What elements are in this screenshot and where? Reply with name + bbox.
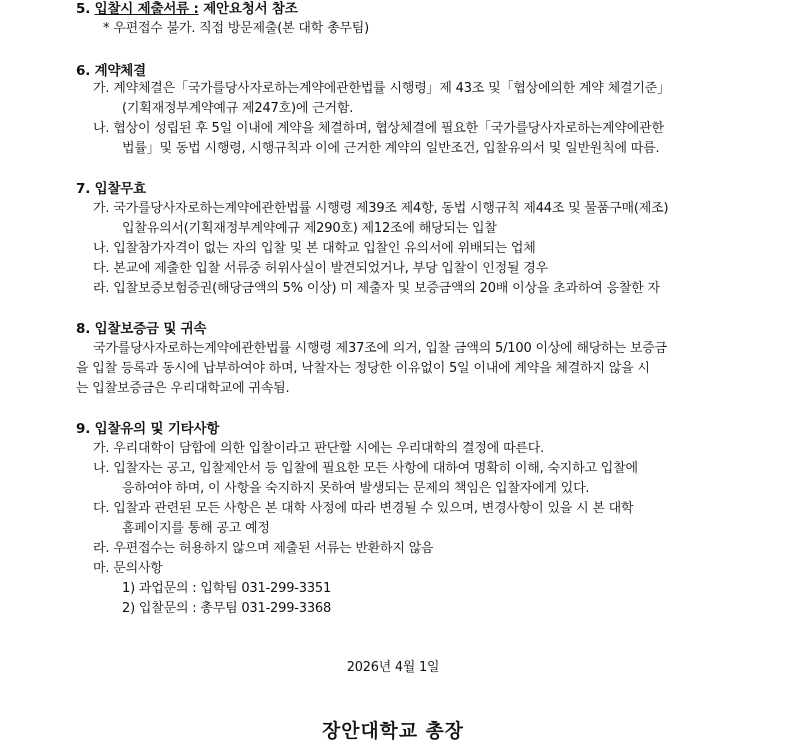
section-8-para-line1: 국가를당사자로하는계약에관한법률 시행령 제37조에 의거, 입찰 금액의 5/100 이상에 해당하는 보증금 bbox=[93, 341, 667, 356]
section-7-item-c: 다. 본교에 제출한 입찰 서류중 허위사실이 발견되었거나, 부당 입찰이 인정될 경우 bbox=[93, 261, 549, 276]
section-5-heading bbox=[76, 0, 298, 20]
section-9-item-a: 가. 우리대학이 담합에 의한 입찰이라고 판단할 시에는 우리대학의 결정에 따른다. bbox=[93, 441, 545, 456]
section-5-title: 입찰시 제출서류 : bbox=[94, 1, 199, 17]
section-9-item-c-line2: 홈페이지를 통해 공고 예정 bbox=[122, 521, 270, 536]
section-5-note: * 우편접수 불가. 직접 방문제출(본 대학 총무팀) bbox=[103, 21, 370, 36]
section-9-item-d: 라. 우편접수는 허용하지 않으며 제출된 서류는 반환하지 않음 bbox=[93, 541, 434, 556]
section-6-item-a-line2: (기획재정부계약예규 제247호)에 근거함. bbox=[122, 101, 354, 116]
section-8-para-line2: 을 입찰 등록과 동시에 납부하여야 하며, 낙찰자는 정당한 이유없이 5일 이내에 계약을 체결하지 않을 시 bbox=[76, 361, 650, 376]
section-6-item-b-line1: 나. 협상이 성립된 후 5일 이내에 계약을 체결하며, 협상체결에 필요한「국가를당사자로하는계약에관한 bbox=[93, 121, 664, 136]
section-9-contact-2: 2) 입찰문의 : 총무팀 031-299-3368 bbox=[122, 601, 332, 616]
section-9-item-b-line1: 나. 입찰자는 공고, 입찰제안서 등 입찰에 필요한 모든 사항에 대하여 명확히 이해, 숙지하고 입찰에 bbox=[93, 461, 638, 476]
section-8-title: 8. 입찰보증금 및 귀속 bbox=[76, 321, 207, 337]
section-6-item-a-line1: 가. 계약체결은「국가를당사자로하는계약에관한법률 시행령」제 43조 및「협상에의한 계약 체결기준」 bbox=[93, 81, 670, 96]
section-9-item-c-line1: 다. 입찰과 관련된 모든 사항은 본 대학 사정에 따라 변경될 수 있으며, 변경사항이 있을 시 본 대학 bbox=[93, 501, 634, 516]
notice-date: 2026년 4월 1일 bbox=[346, 660, 440, 675]
section-7-item-a-line2: 입찰유의서(기획재정부계약예규 제290호) 제12조에 해당되는 입찰 bbox=[122, 221, 497, 236]
section-6-title: 6. 계약체결 bbox=[76, 63, 146, 79]
section-9-item-b-line2: 응하여야 하며, 이 사항을 숙지하지 못하여 발생되는 문제의 책임은 입찰자에게 있다. bbox=[122, 481, 590, 496]
issuer-signature: 장안대학교 총장 bbox=[322, 720, 464, 742]
section-6-item-b-line2: 법률」및 동법 시행령, 시행규칙과 이에 근거한 계약의 일반조건, 입찰유의서 및 일반원칙에 따름. bbox=[122, 141, 660, 156]
section-7-title: 7. 입찰무효 bbox=[76, 181, 146, 197]
section-7-item-b: 나. 입찰참가자격이 없는 자의 입찰 및 본 대학교 입찰인 유의서에 위배되는 업체 bbox=[93, 241, 536, 256]
section-5-rest: 제안요청서 참조 bbox=[203, 1, 298, 17]
section-5-number: 5. bbox=[76, 1, 91, 17]
section-9-contact-1: 1) 과업문의 : 입학팀 031-299-3351 bbox=[122, 581, 332, 596]
section-7-item-d: 라. 입찰보증보험증권(해당금액의 5% 이상) 미 제출자 및 보증금액의 20배 이상을 초과하여 응찰한 자 bbox=[93, 281, 660, 296]
section-7-item-a-line1: 가. 국가를당사자로하는계약에관한법률 시행령 제39조 제4항, 동법 시행규칙 제44조 및 물품구매(제조) bbox=[93, 201, 669, 216]
section-9-item-e: 마. 문의사항 bbox=[93, 561, 163, 576]
section-8-para-line3: 는 입찰보증금은 우리대학교에 귀속됨. bbox=[76, 381, 290, 396]
section-9-title: 9. 입찰유의 및 기타사항 bbox=[76, 421, 220, 437]
